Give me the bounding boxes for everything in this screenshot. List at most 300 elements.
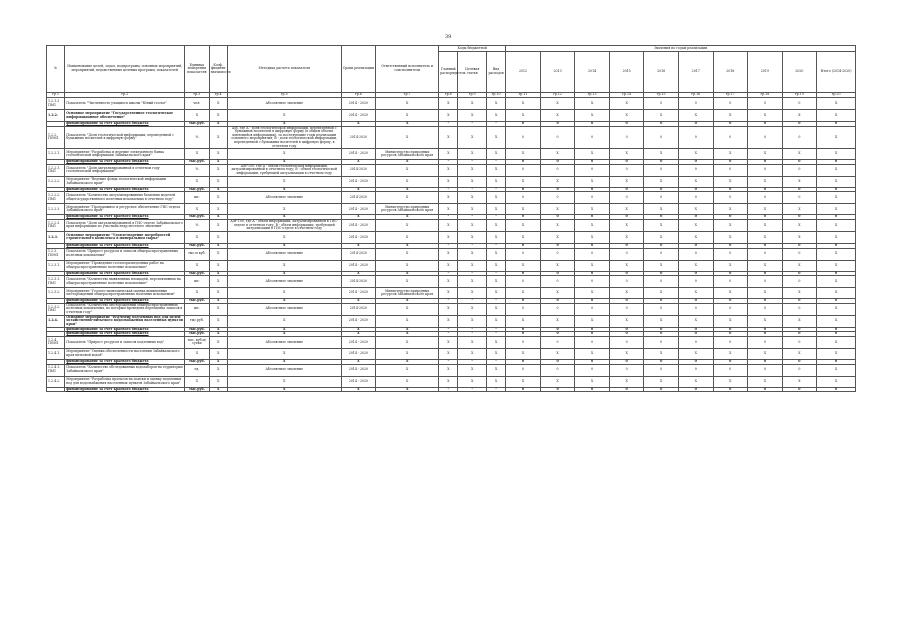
table-cell: X: [439, 336, 458, 348]
table-cell: X: [609, 98, 644, 110]
table-cell: X: [506, 288, 541, 299]
table-cell: X: [439, 364, 458, 376]
table-cell: X: [458, 110, 486, 122]
table-cell: X: [376, 348, 439, 359]
table-cell: 0: [540, 271, 575, 276]
table-cell: 0: [782, 243, 817, 248]
table-cell: -: [486, 271, 505, 276]
table-row: [47, 288, 856, 299]
table-cell: X: [506, 376, 541, 387]
table-cell: 0: [540, 215, 575, 220]
table-cell: 0: [575, 364, 610, 376]
table-cell: 0: [609, 192, 644, 204]
table-cell: X: [376, 315, 439, 327]
table-row: [47, 126, 856, 149]
table-cell: X: [506, 176, 541, 187]
row-name-cell: Показатель "Доля актуализированной в ГИС-отделе Забайкальского края информации по участкам недр местного значения": [65, 219, 185, 231]
table-cell: 0: [506, 359, 541, 364]
table-cell: 0: [678, 276, 713, 288]
table-cell: X: [341, 271, 376, 276]
table-cell: X: [609, 348, 644, 359]
table-cell: 0: [678, 98, 713, 110]
table-cell: %: [185, 126, 209, 149]
program-table: [46, 45, 856, 392]
table-cell: X: [209, 122, 227, 127]
table-cell: 0: [575, 215, 610, 220]
table-cell: 0: [609, 387, 644, 392]
table-cell: 0: [713, 327, 748, 332]
table-cell: X: [227, 315, 341, 327]
table-cell: 0: [609, 336, 644, 348]
table-row: [47, 364, 856, 376]
table-cell: 0: [540, 336, 575, 348]
table-cell: 0: [782, 303, 817, 315]
table-cell: 0: [506, 327, 541, 332]
table-cell: 0: [575, 187, 610, 192]
table-cell: X: [209, 149, 227, 160]
table-cell: X: [458, 276, 486, 288]
table-cell: X: [748, 219, 783, 231]
table-cell: шт.: [185, 276, 209, 288]
table-cell: 0: [609, 327, 644, 332]
table-cell: 0: [713, 271, 748, 276]
header-method: Методика расчета показателя: [227, 46, 341, 93]
table-cell: 0: [748, 271, 783, 276]
table-cell: X: [227, 348, 341, 359]
table-cell: 0: [644, 248, 679, 260]
table-cell: X: [540, 176, 575, 187]
row-name-cell: Показатель "Количество актуализированных базисных моделей общегосударственного полезных ископаемых в отчетном году": [65, 192, 185, 204]
table-cell: 0: [782, 187, 817, 192]
table-cell: X: [209, 364, 227, 376]
table-cell: 0: [713, 387, 748, 392]
header-year: 2018: [713, 52, 748, 93]
table-row: [47, 376, 856, 387]
table-cell: X: [748, 260, 783, 271]
table-cell: X: [209, 299, 227, 304]
table-cell: X: [817, 149, 856, 160]
header-main-manager: Главный распорядитель: [439, 52, 458, 93]
table-cell: тыс.руб.: [185, 359, 209, 364]
table-cell: X: [209, 315, 227, 327]
table-cell: X: [486, 219, 505, 231]
table-cell: X: [678, 219, 713, 231]
table-cell: 0: [782, 332, 817, 337]
table-cell: X: [376, 387, 439, 392]
row-name-cell: финансирование за счет краевого бюджета: [65, 215, 185, 220]
column-number: гр.18: [748, 93, 783, 98]
table-cell: X: [713, 231, 748, 243]
table-cell: X: [540, 149, 575, 160]
table-cell: X: [341, 327, 376, 332]
table-cell: X: [376, 336, 439, 348]
table-cell: X: [817, 303, 856, 315]
row-name-cell: Показатель "Прирост ресурсов и запасов общераспространенных полезных ископаемых": [65, 248, 185, 260]
table-cell: 0: [748, 164, 783, 176]
table-cell: X: [486, 364, 505, 376]
header-budget-codes: Коды бюджетной: [439, 46, 506, 52]
table-cell: X: [486, 192, 505, 204]
table-row: [47, 336, 856, 348]
table-cell: X: [376, 192, 439, 204]
table-cell: 0: [506, 126, 541, 149]
table-cell: X: [439, 204, 458, 215]
table-cell: 0: [609, 276, 644, 288]
table-cell: X: [644, 315, 679, 327]
table-cell: X: [439, 315, 458, 327]
table-cell: 0: [748, 387, 783, 392]
table-cell: 0: [782, 98, 817, 110]
table-cell: 0: [678, 327, 713, 332]
table-cell: 0: [817, 359, 856, 364]
header-term: Сроки реализации: [341, 46, 376, 93]
table-cell: 0: [678, 215, 713, 220]
table-row: [47, 176, 856, 187]
table-cell: X: [376, 98, 439, 110]
table-cell: X: [376, 332, 439, 337]
table-row: [47, 231, 856, 243]
table-body: [47, 98, 856, 392]
table-cell: X: [458, 149, 486, 160]
table-cell: 2014-2020: [341, 164, 376, 176]
table-cell: X: [575, 176, 610, 187]
table-cell: тыс.руб.: [185, 243, 209, 248]
table-cell: X: [227, 110, 341, 122]
table-cell: 1.2.2.1. ПМ1: [47, 164, 65, 176]
row-name-cell: финансирование за счет краевого бюджета: [65, 271, 185, 276]
table-cell: -: [458, 327, 486, 332]
table-cell: 0: [609, 160, 644, 165]
table-cell: X: [227, 149, 341, 160]
table-cell: X: [678, 149, 713, 160]
table-cell: 0: [748, 276, 783, 288]
table-cell: -: [486, 359, 505, 364]
table-cell: X: [439, 260, 458, 271]
table-cell: X: [376, 231, 439, 243]
table-cell: X: [376, 271, 439, 276]
row-name-cell: финансирование за счет краевого бюджета: [65, 299, 185, 304]
table-cell: X: [486, 164, 505, 176]
table-cell: X: [506, 204, 541, 215]
table-cell: X: [486, 315, 505, 327]
header-year: 2012: [506, 52, 541, 93]
table-cell: X: [341, 332, 376, 337]
table-cell: X: [209, 164, 227, 176]
table-cell: X: [713, 260, 748, 271]
table-cell: 0: [748, 243, 783, 248]
table-row: [47, 260, 856, 271]
table-cell: X: [209, 260, 227, 271]
table-cell: 0: [713, 122, 748, 127]
row-name-cell: финансирование за счет краевого бюджета: [65, 160, 185, 165]
row-name-cell: Показатель "Доля геологической информации, переведенной с бумажных носителей в цифровую форму": [65, 126, 185, 149]
table-cell: X: [575, 260, 610, 271]
table-cell: X: [540, 315, 575, 327]
table-cell: X: [540, 110, 575, 122]
table-cell: 2014 - 2020: [341, 231, 376, 243]
table-cell: 1.2.4.2.: [47, 376, 65, 387]
row-name-cell: Мероприятие "Проведение геологоразведочных работ на общераспространенные полезные ископаемые": [65, 260, 185, 271]
table-cell: 0: [609, 215, 644, 220]
table-cell: Абсолютное значение: [227, 336, 341, 348]
table-cell: 0: [713, 192, 748, 204]
table-cell: 0: [609, 122, 644, 127]
table-cell: 2014 - 2020: [341, 336, 376, 348]
table-cell: 0: [748, 187, 783, 192]
header-total: Итого (2014-2020): [817, 52, 856, 93]
table-cell: -: [486, 215, 505, 220]
table-cell: 0: [782, 387, 817, 392]
table-cell: 0: [644, 303, 679, 315]
table-row: [47, 110, 856, 122]
table-cell: X: [486, 260, 505, 271]
table-cell: 0: [575, 387, 610, 392]
header-year: 2020: [782, 52, 817, 93]
table-cell: 0: [678, 271, 713, 276]
table-cell: 0: [782, 299, 817, 304]
table-cell: 0: [540, 192, 575, 204]
table-cell: 0: [506, 299, 541, 304]
table-row: [47, 192, 856, 204]
table-cell: -: [439, 215, 458, 220]
table-cell: X: [209, 303, 227, 315]
table-cell: -: [439, 243, 458, 248]
table-cell: 0: [713, 276, 748, 288]
table-cell: X: [817, 276, 856, 288]
table-cell: 0: [540, 122, 575, 127]
table-cell: 0: [748, 126, 783, 149]
table-cell: 0: [678, 122, 713, 127]
table-cell: тыс.руб.: [185, 160, 209, 165]
table-cell: X: [458, 98, 486, 110]
table-cell: 1.2.3.2. ПМ1: [47, 303, 65, 315]
table-cell: X: [575, 376, 610, 387]
column-number: гр.16: [678, 93, 713, 98]
table-cell: 0: [748, 299, 783, 304]
table-cell: X: [439, 176, 458, 187]
table-cell: 0: [748, 160, 783, 165]
table-cell: X: [209, 271, 227, 276]
table-cell: 0: [817, 271, 856, 276]
row-name-cell: финансирование за счет краевого бюджета: [65, 359, 185, 364]
table-cell: 0: [817, 243, 856, 248]
table-cell: 0: [540, 303, 575, 315]
table-cell: X: [486, 231, 505, 243]
table-cell: A/B*100, где A - объем геологической информации, актуализированной в отчетном году; B - объем геологической информации, требующей актуализации в отчетном году: [227, 164, 341, 176]
table-cell: X: [376, 164, 439, 176]
table-cell: 0: [506, 243, 541, 248]
table-cell: X: [341, 160, 376, 165]
table-cell: X: [439, 110, 458, 122]
header-year: 2019: [748, 52, 783, 93]
table-cell: 0: [713, 299, 748, 304]
table-cell: X: [227, 299, 341, 304]
table-cell: 0: [782, 126, 817, 149]
table-cell: X: [817, 376, 856, 387]
row-name-cell: Показатель "Прирост ресурсов и запасов подземных вод": [65, 336, 185, 348]
table-cell: 0: [506, 303, 541, 315]
row-name-cell: Показатель "Количество выявленных площадей, перспективных на общераспространенные полезные ископаемые": [65, 276, 185, 288]
table-cell: 0: [678, 336, 713, 348]
table-cell: X: [341, 243, 376, 248]
table-cell: X: [209, 387, 227, 392]
header-num: №: [47, 46, 65, 93]
column-number: гр.11: [506, 93, 541, 98]
header-year: 2013: [540, 52, 575, 93]
table-cell: X: [376, 364, 439, 376]
table-cell: %: [185, 219, 209, 231]
header-year: 2014: [575, 52, 610, 93]
table-cell: X: [341, 122, 376, 127]
table-cell: 0: [609, 303, 644, 315]
table-cell: 1.2.2. ПОМ1: [47, 126, 65, 149]
table-cell: 0: [609, 187, 644, 192]
table-cell: 1.2.3.2.: [47, 288, 65, 299]
table-cell: -: [439, 359, 458, 364]
table-cell: -: [486, 160, 505, 165]
table-cell: [47, 387, 65, 392]
table-cell: X: [817, 231, 856, 243]
table-cell: 0: [609, 299, 644, 304]
table-cell: X: [486, 149, 505, 160]
table-cell: -: [486, 187, 505, 192]
table-cell: 0: [575, 243, 610, 248]
table-cell: A/B*100, где A - объем информации, актуализированной в ГИС-отделе в отчетном году; B - объем информации, требующей актуализации в ГИС-отделе в отчетном году: [227, 219, 341, 231]
table-cell: -: [486, 387, 505, 392]
table-cell: 0: [506, 364, 541, 376]
table-cell: X: [486, 98, 505, 110]
table-cell: 0: [644, 387, 679, 392]
table-cell: чел.: [185, 98, 209, 110]
table-cell: X: [458, 164, 486, 176]
table-cell: X: [227, 288, 341, 299]
table-cell: 0: [748, 332, 783, 337]
table-cell: 0: [748, 248, 783, 260]
table-cell: X: [748, 231, 783, 243]
column-number: гр.8: [439, 93, 458, 98]
row-name-cell: Основное мероприятие "Удовлетворение потребностей строительного комплекса в минеральном сырье": [65, 231, 185, 243]
table-cell: X: [341, 187, 376, 192]
table-cell: X: [185, 149, 209, 160]
table-cell: X: [609, 231, 644, 243]
table-cell: X: [817, 176, 856, 187]
table-cell: 0: [575, 164, 610, 176]
table-cell: X: [782, 110, 817, 122]
table-cell: тыс.руб.: [185, 327, 209, 332]
table-cell: -: [439, 332, 458, 337]
table-row: [47, 248, 856, 260]
table-cell: X: [817, 98, 856, 110]
row-name-cell: Основное мероприятие "Изучение подземных вод для целей хозяйственно-питьевого водоснабжения населенных пунктов края": [66, 314, 184, 327]
column-number: гр.10: [486, 93, 505, 98]
table-cell: 0: [575, 359, 610, 364]
table-cell: 0: [713, 98, 748, 110]
table-cell: 0: [540, 327, 575, 332]
header-responsible: Ответственный исполнитель и соисполнители: [376, 46, 439, 93]
table-cell: X: [609, 110, 644, 122]
table-cell: 0: [748, 327, 783, 332]
table-cell: 0: [678, 299, 713, 304]
row-name-cell: Показатель "Доля актуализированной в отчетном году геологической информации": [65, 164, 185, 176]
table-cell: X: [609, 204, 644, 215]
table-cell: 0: [644, 126, 679, 149]
column-number: гр.5: [227, 93, 341, 98]
table-cell: 0: [644, 160, 679, 165]
table-cell: 0: [575, 248, 610, 260]
table-cell: X: [506, 110, 541, 122]
table-cell: -: [486, 327, 505, 332]
table-cell: 1.2.2.1.: [47, 149, 65, 160]
table-cell: 0: [506, 248, 541, 260]
table-cell: 0: [575, 336, 610, 348]
table-cell: X: [506, 219, 541, 231]
table-cell: X: [227, 204, 341, 215]
table-cell: X: [209, 243, 227, 248]
table-cell: 2014 - 2020: [341, 176, 376, 187]
column-number: гр.1: [47, 93, 65, 98]
table-cell: тыс.руб.: [185, 187, 209, 192]
table-cell: X: [644, 348, 679, 359]
table-cell: X: [376, 299, 439, 304]
table-cell: 0: [506, 164, 541, 176]
table-cell: X: [439, 219, 458, 231]
table-cell: 0: [713, 303, 748, 315]
table-cell: 0: [609, 271, 644, 276]
table-cell: X: [376, 160, 439, 165]
table-cell: X: [609, 376, 644, 387]
table-cell: X: [782, 231, 817, 243]
table-cell: X: [782, 376, 817, 387]
table-cell: 0: [540, 387, 575, 392]
table-cell: 0: [506, 160, 541, 165]
table-cell: -: [439, 122, 458, 127]
table-cell: X: [748, 149, 783, 160]
table-cell: X: [439, 98, 458, 110]
table-cell: 0: [540, 276, 575, 288]
table-cell: 0: [782, 327, 817, 332]
table-cell: X: [439, 376, 458, 387]
table-cell: X: [782, 149, 817, 160]
table-cell: X: [817, 192, 856, 204]
table-cell: X: [713, 348, 748, 359]
table-cell: X: [540, 348, 575, 359]
table-cell: X: [209, 288, 227, 299]
table-cell: X: [540, 260, 575, 271]
table-cell: -: [486, 122, 505, 127]
table-cell: 0: [609, 332, 644, 337]
table-cell: X: [575, 149, 610, 160]
table-cell: 2014-2020: [341, 126, 376, 149]
column-number: гр.19: [782, 93, 817, 98]
table-cell: X: [209, 187, 227, 192]
table-cell: X: [506, 231, 541, 243]
table-cell: X: [713, 219, 748, 231]
table-cell: 2014 - 2020: [341, 98, 376, 110]
table-cell: X: [575, 348, 610, 359]
table-cell: X: [644, 231, 679, 243]
table-cell: 0: [748, 122, 783, 127]
table-cell: X: [817, 260, 856, 271]
table-cell: 0: [506, 271, 541, 276]
table-cell: 0: [678, 243, 713, 248]
table-cell: 0: [713, 359, 748, 364]
table-cell: X: [341, 299, 376, 304]
table-cell: X: [817, 204, 856, 215]
row-name-cell: Мероприятие "Разработка и ведение электронного банка геологической информации Забайкальского края": [65, 149, 185, 160]
table-cell: -: [439, 327, 458, 332]
table-cell: X: [609, 219, 644, 231]
table-cell: X: [644, 376, 679, 387]
